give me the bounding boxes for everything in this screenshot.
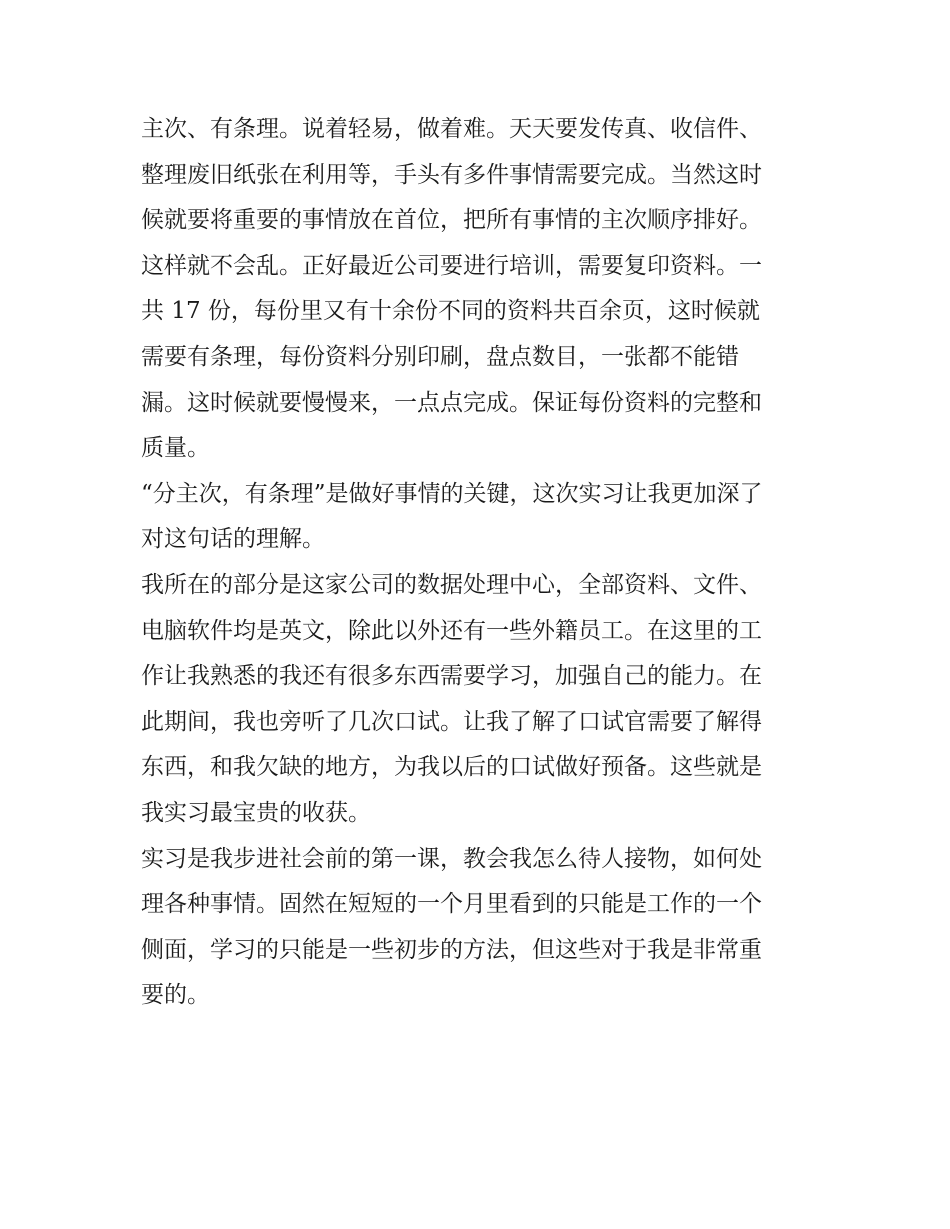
body-text	[141, 107, 821, 1019]
text-line: 需要有条理，每份资料分别印刷，盘点数目，一张都不能错	[141, 343, 739, 370]
text-line: 质量。	[141, 435, 210, 462]
text-line: 作让我熟悉的我还有很多东西需要学习，加强自己的能力。在	[141, 663, 762, 690]
text-line: “分主次，有条理”是做好事情的关键，这次实习让我更加深了	[141, 480, 763, 507]
text-line: 漏。这时候就要慢慢来，一点点完成。保证每份资料的完整和	[141, 389, 762, 416]
text-line: 电脑软件均是英文，除此以外还有一些外籍员工。在这里的工	[141, 617, 762, 644]
text-line: 主次、有条理。说着轻易，做着难。天天要发传真、收信件、	[141, 116, 762, 142]
text-line: 共 17 份，每份里又有十余份不同的资料共百余页，这时候就	[141, 298, 760, 325]
text-line: 要的。	[141, 982, 210, 1009]
text-line: 这样就不会乱。正好最近公司要进行培训，需要复印资料。一	[141, 252, 762, 279]
text-line: 我实习最宝贵的收获。	[141, 799, 371, 826]
text-line: 理各种事情。固然在短短的一个月里看到的只能是工作的一个	[141, 891, 762, 918]
text-line: 候就要将重要的事情放在首位，把所有事情的主次顺序排好。	[141, 207, 762, 234]
text-line: 对这句话的理解。	[141, 526, 325, 553]
text-line: 此期间，我也旁听了几次口试。让我了解了口试官需要了解得	[141, 708, 762, 735]
text-line: 东西，和我欠缺的地方，为我以后的口试做好预备。这些就是	[141, 754, 762, 781]
text-line: 我所在的部分是这家公司的数据处理中心，全部资料、文件、	[141, 571, 762, 598]
text-line: 侧面，学习的只能是一些初步的方法，但这些对于我是非常重	[141, 936, 762, 963]
text-line: 整理废旧纸张在利用等，手头有多件事情需要完成。当然这时	[141, 161, 762, 188]
text-line: 实习是我步进社会前的第一课，教会我怎么待人接物，如何处	[141, 845, 762, 872]
